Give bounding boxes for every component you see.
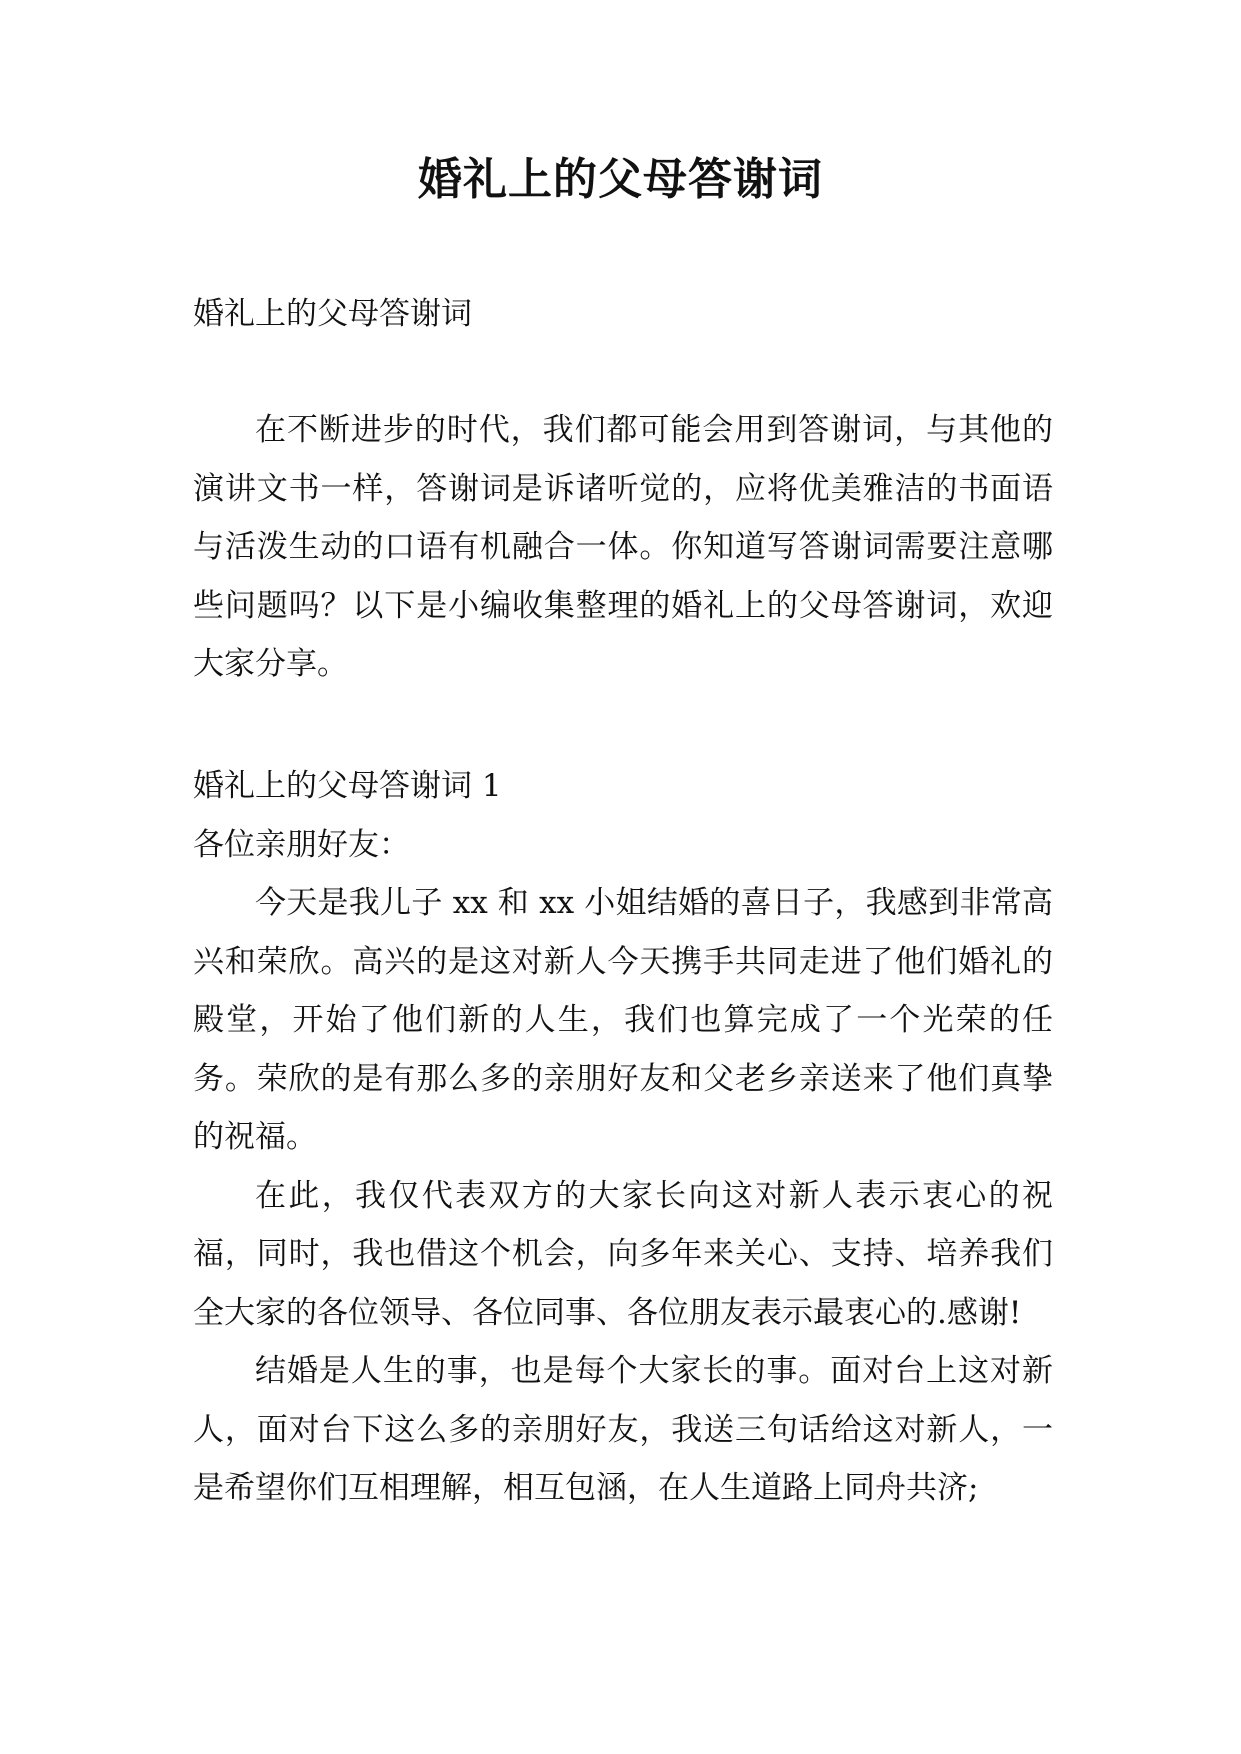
answer-speech-section-1: [193, 757, 1053, 1518]
document-title: 婚礼上的父母答谢词: [418, 154, 823, 205]
salutation: 各位亲朋好友：: [193, 826, 410, 863]
section-heading: 婚礼上的父母答谢词 1: [193, 768, 502, 804]
body-paragraph: 今天是我儿子 xx 和 xx 小姐结婚的喜日子，我感到非常高兴和荣欣。高兴的是这对新人今天携手共同走进了他们婚礼的殿堂，开始了他们新的人生，我们也算完成了一个光荣的任务。荣欣的是有那么多的亲朋好友和父老乡亲送来了他们真挚的祝福。: [193, 885, 1053, 1155]
body-paragraph: 结婚是人生的事，也是每个大家长的事。面对台上这对新人，面对台下这么多的亲朋好友，我送三句话给这对新人，一是希望你们互相理解，相互包涵，在人生道路上同舟共济;: [193, 1353, 1053, 1506]
intro-section: [193, 401, 1053, 694]
intro-paragraph: 在不断进步的时代，我们都可能会用到答谢词，与其他的演讲文书一样，答谢词是诉诸听觉的，应将优美雅洁的书面语与活泼生动的口语有机融合一体。你知道写答谢词需要注意哪些问题吗？以下是小编收集整理的婚礼上的父母答谢词，欢迎大家分享。: [193, 412, 1053, 682]
document-subtitle: 婚礼上的父母答谢词: [193, 296, 472, 332]
body-paragraph: 在此，我仅代表双方的大家长向这对新人表示衷心的祝福，同时，我也借这个机会，向多年来关心、支持、培养我们全大家的各位领导、各位同事、各位朋友表示最衷心的.感谢!: [193, 1177, 1053, 1331]
